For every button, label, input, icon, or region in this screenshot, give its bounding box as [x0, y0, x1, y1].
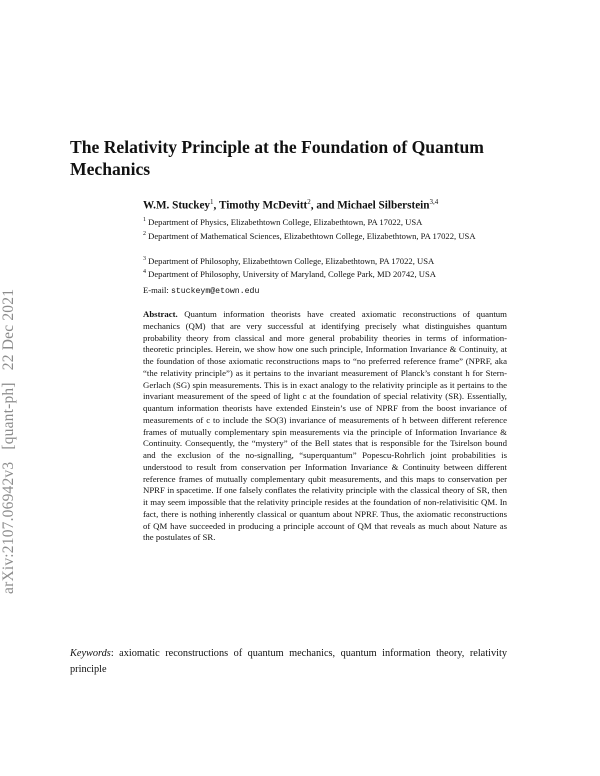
author-separator: , and	[310, 199, 338, 212]
affiliation-mark: 4	[143, 269, 146, 275]
abstract	[143, 309, 507, 544]
affiliation-text: Department of Physics, Elizabethtown College, Elizabethtown, PA 17022, USA	[148, 216, 423, 227]
author-affil-mark: 3,4	[429, 198, 439, 206]
arxiv-stamp	[0, 0, 40, 594]
arxiv-id[interactable]: arXiv:2107.06942v3	[0, 461, 17, 594]
affiliation-mark: 2	[143, 231, 146, 237]
author-list	[143, 198, 543, 212]
keywords-label: Keywords	[70, 648, 111, 659]
keywords: Keywords: axiomatic reconstructions of quantum mechanics, quantum information theory, relativity principle	[70, 648, 507, 675]
affiliation-text: Department of Philosophy, Elizabethtown College, Elizabethtown, PA 17022, USA	[148, 255, 435, 266]
email-address[interactable]: stuckeym@etown.edu	[170, 287, 260, 296]
affiliation-mark: 1	[143, 217, 146, 223]
author-affil-mark: 1	[210, 198, 214, 206]
author-name: Timothy McDevitt	[218, 199, 308, 212]
arxiv-date: 22 Dec 2021	[0, 288, 17, 371]
paper-title: The Relativity Principle at the Foundation of Quantum Mechanics	[70, 137, 484, 179]
affiliation-mark: 3	[143, 256, 146, 262]
abstract-text: Quantum information theorists have created axiomatic reconstructions of quantum mechanics (QM) that are very successful at identifying precisely what distinguishes quantum probability theory from classical and more general probability theories in terms of information-theoretic principles. Herein, we show how one such principle, Information Invariance & Continuity, at the foundation of those axiomatic reconstructions maps to “no preferred reference frame” (NPRF, aka “the relativity principle”) as it pertains to the invariant measurement of Planck’s constant h for Stern-Gerlach (SG) spin measurements. This is in exact analogy to the relativity principle as it pertains to the invariant measurement of the speed of light c at the foundation of special relativity (SR). Essentially, quantum information theorists have extended Einstein’s use of NPRF from the boost invariance of measurements of c to include the SO(3) invariance of measurements of h between different reference frames of mutually complementary spin measurements via the principle of Information Invariance & Continuity. Consequently, the “mystery” of the Bell states that is responsible for the Tsirelson bound and the exclusion of the no-signalling, “superquantum” Popescu-Rohrlich joint probabilities is understood to result from conservation per Information Invariance & Continuity between different reference frames of mutually complementary qubit measurements, and this maps to conservation per NPRF in spacetime. If one falsely conflates the relativity principle with the classical theory of SR, then it may seem impossible that the relativity principle resides at the foundation of non-relativisitic QM. In fact, there is nothing inherently classical or quantum about NPRF. Thus, the axiomatic reconstructions of QM have succeeded in producing a principle account of QM that reveals as much about Nature as the postulates of SR.	[143, 309, 507, 543]
author-separator: ,	[213, 199, 219, 212]
keywords-text: axiomatic reconstructions of quantum mechanics, quantum information theory, relativity principle	[70, 648, 507, 675]
abstract-label: Abstract.	[143, 309, 178, 319]
author-name: Michael Silberstein	[337, 199, 430, 212]
affiliation-text: Department of Mathematical Sciences, Elizabethtown College, Elizabethtown, PA 17022, USA	[148, 230, 476, 241]
affiliation	[143, 266, 513, 280]
email-line	[143, 285, 513, 296]
email-label: E-mail:	[143, 285, 169, 295]
author-name: W.M. Stuckey	[143, 199, 211, 212]
author-affil-mark: 2	[307, 198, 311, 206]
affiliation-text: Department of Philosophy, University of Maryland, College Park, MD 20742, USA	[148, 268, 436, 279]
affiliation	[143, 228, 513, 242]
affiliation	[143, 214, 513, 228]
arxiv-category: [quant-ph]	[0, 382, 17, 450]
